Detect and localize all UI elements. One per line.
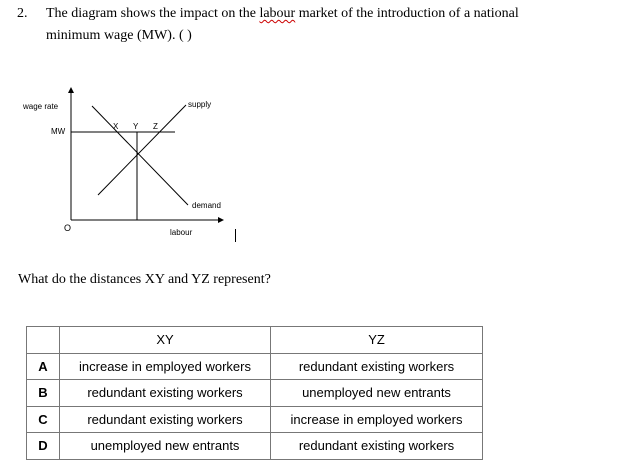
header-yz: YZ (271, 327, 483, 354)
question-text-line-1 (46, 6, 519, 22)
option-letter: A (27, 353, 60, 380)
table-row (27, 380, 483, 407)
spellcheck-marked-word: labour (259, 6, 296, 21)
yz-cell: unemployed new entrants (271, 380, 483, 407)
xy-cell: redundant existing workers (60, 406, 271, 433)
xy-cell: unemployed new entrants (60, 433, 271, 460)
question-text-line-2: minimum wage (MW). ( ) (46, 28, 192, 43)
demand-curve (92, 106, 188, 205)
xy-cell: increase in employed workers (60, 353, 271, 380)
point-z-label: Z (153, 122, 158, 131)
question-number: 2. (17, 6, 28, 21)
mw-label: MW (51, 127, 66, 136)
header-xy: XY (60, 327, 271, 354)
sub-question: What do the distances XY and YZ represent? (18, 272, 271, 287)
y-axis-label: wage rate (23, 102, 59, 111)
supply-curve (98, 105, 186, 195)
point-y-label: Y (133, 122, 139, 131)
option-letter: D (27, 433, 60, 460)
demand-label: demand (192, 201, 221, 210)
xy-cell: redundant existing workers (60, 380, 271, 407)
supply-label: supply (188, 100, 212, 109)
table-row (27, 353, 483, 380)
yz-cell: redundant existing workers (271, 433, 483, 460)
question-text-part: The diagram shows the impact on the (46, 6, 260, 21)
table-row (27, 433, 483, 460)
labour-market-diagram (0, 80, 260, 250)
answers-table (26, 326, 483, 460)
yz-cell: redundant existing workers (271, 353, 483, 380)
table-row (27, 406, 483, 433)
option-letter: B (27, 380, 60, 407)
origin-label: O (64, 223, 72, 233)
point-x-label: X (113, 122, 119, 131)
text-cursor (235, 229, 236, 242)
x-axis-label: labour (170, 228, 193, 237)
option-letter: C (27, 406, 60, 433)
question-text-part: market of the introduction of a national (295, 6, 519, 21)
yz-cell: increase in employed workers (271, 406, 483, 433)
header-option (27, 327, 60, 354)
table-header-row (27, 327, 483, 354)
